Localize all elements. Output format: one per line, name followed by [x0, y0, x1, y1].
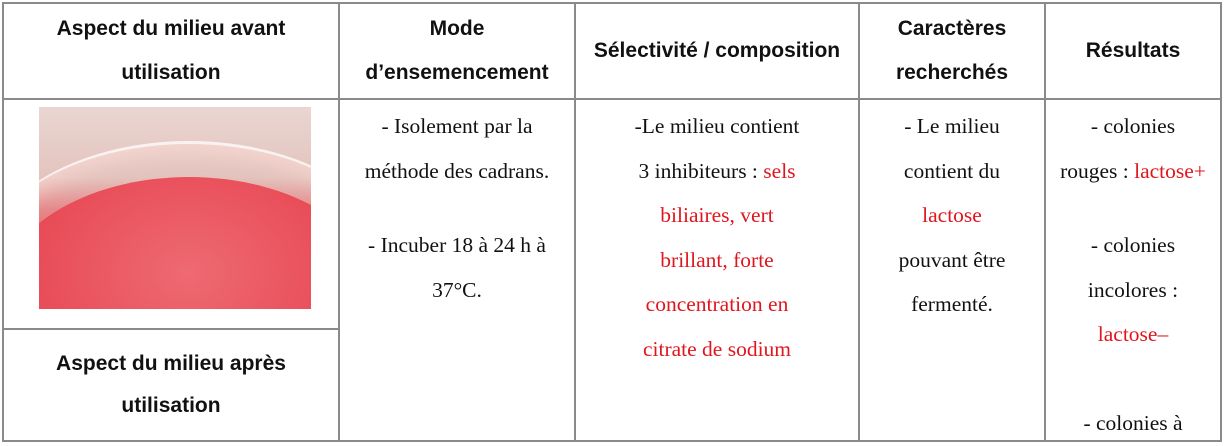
header-inoculation-mode-line1: Mode — [429, 17, 485, 40]
text-line: - Isolement par la — [381, 114, 533, 138]
culture-medium-table — [2, 2, 1222, 442]
header-aspect-before — [4, 4, 338, 98]
header-inoculation-mode — [340, 4, 574, 98]
text-line: -Le milieu contient — [634, 114, 800, 138]
header-selectivity — [576, 4, 858, 98]
text-fragment: 3 inhibiteurs : — [638, 158, 764, 183]
text-line: pouvant être — [898, 247, 1006, 272]
highlighted-text: concentration en — [645, 292, 789, 316]
header-characters-line2: recherchés — [895, 61, 1009, 84]
header-aspect-after — [4, 330, 338, 440]
header-results — [1046, 4, 1220, 98]
cell-inoculation-mode — [340, 102, 574, 312]
highlighted-text: biliaires, vert — [660, 203, 774, 227]
header-aspect-before-line2: utilisation — [121, 61, 221, 84]
highlighted-text: sels — [763, 158, 796, 183]
text-line: contient du — [903, 158, 1001, 183]
text-line: - colonies à — [1083, 410, 1183, 435]
highlighted-text: citrate de sodium — [642, 336, 792, 361]
header-aspect-after-line1: Aspect du milieu après — [56, 352, 286, 375]
header-aspect-after-line2: utilisation — [121, 394, 221, 417]
header-results-line1: Résultats — [1085, 39, 1181, 62]
text-line: - colonies — [1090, 233, 1176, 257]
header-characters-line1: Caractères — [897, 17, 1007, 40]
highlighted-text: lactose– — [1097, 322, 1169, 346]
cell-results — [1046, 102, 1220, 445]
text-line: - Incuber 18 à 24 h à — [368, 233, 546, 257]
header-selectivity-line1: Sélectivité / composition — [593, 39, 841, 62]
highlighted-text: brillant, forte — [660, 247, 774, 272]
highlighted-text: lactose — [922, 203, 982, 227]
header-aspect-before-line1: Aspect du milieu avant — [56, 17, 286, 40]
text-line: fermenté. — [911, 292, 993, 316]
text-line: 37°C. — [432, 277, 482, 302]
cell-selectivity — [576, 102, 858, 371]
highlighted-text: lactose+ — [1134, 158, 1206, 183]
text-line — [576, 149, 858, 194]
text-line: méthode des cadrans. — [364, 158, 550, 183]
text-line: incolores : — [1087, 277, 1179, 302]
header-characters — [860, 4, 1044, 98]
text-line: - colonies — [1090, 114, 1176, 138]
text-line: - Le milieu — [904, 114, 1000, 138]
petri-dish-rim — [39, 141, 311, 309]
header-inoculation-mode-line2: d’ensemencement — [365, 61, 549, 84]
agar-plate-photo — [39, 107, 311, 309]
text-line — [1046, 149, 1220, 194]
table-header-row — [4, 4, 1220, 100]
cell-characters — [860, 102, 1044, 327]
text-fragment: rouges : — [1060, 158, 1135, 183]
